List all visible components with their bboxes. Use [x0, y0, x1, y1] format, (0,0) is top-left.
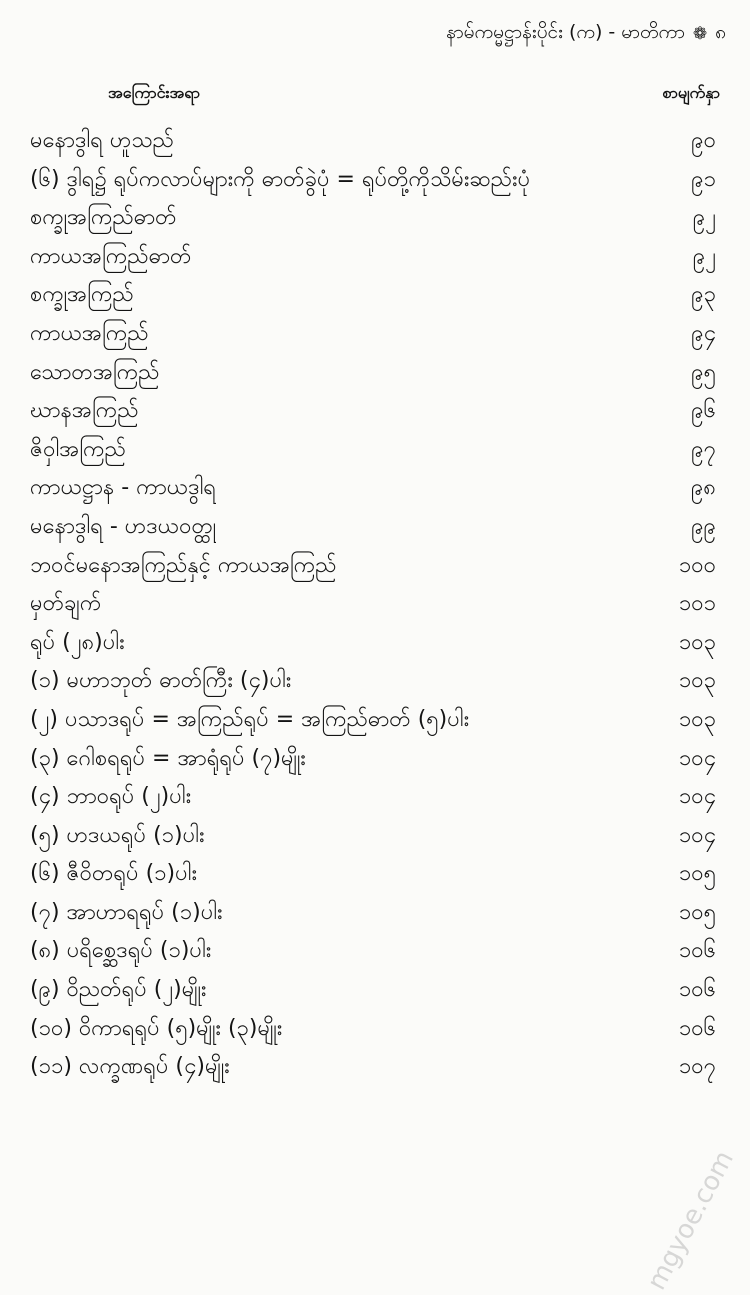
toc-entry-title: ဃာနအကြည် [30, 398, 139, 424]
toc-entry [0, 354, 750, 393]
toc-entry-title: (၁၀) ဝိကာရရုပ် (၅)မျိုး (၃)မျိုး [30, 1015, 283, 1041]
toc-entry-title: စက္ခုအကြည်ဓာတ် [30, 205, 177, 231]
watermark: mgyoe.com [641, 1145, 740, 1295]
toc-entry-title: ကာယအကြည် [30, 320, 149, 346]
flower-ornament-icon: ❁ [692, 23, 708, 44]
toc-entry-title: (၁၁) လက္ခဏရုပ် (၄)မျိုး [30, 1054, 230, 1080]
toc-entry-title: ကာယအကြည်ဓာတ် [30, 243, 192, 269]
toc-entry-title: (၄) ဘာဝရုပ် (၂)ပါး [30, 784, 192, 810]
toc-entry-page: ၁၀၄ [678, 822, 716, 848]
toc-entry-title: ဇိဝှါအကြည် [30, 436, 126, 462]
toc-entry [0, 431, 750, 470]
toc-entry-title: (၃) ဂေါစရရုပ် = အာရုံရုပ် (၇)မျိုး [30, 745, 306, 771]
toc-entry-page: ၉၃ [691, 282, 716, 308]
toc-entry [0, 1048, 750, 1087]
running-title: နာမ်ကမ္မဋ္ဌာန်းပိုင်း (က) - မာတိကာ [445, 21, 685, 43]
toc-entry-title: (၆) ဒွါရ၌ ရုပ်ကလာပ်များကို ဓာတ်ခွဲပုံ = ရုပ်တို့ကိုသိမ်းဆည်းပုံ [30, 166, 531, 192]
toc-entry-page: ၁၀၁ [678, 591, 716, 617]
toc-entry [0, 161, 750, 200]
toc-entry [0, 276, 750, 315]
toc-entry-title: မနောဒွါရ - ဟဒယဝတ္ထု [30, 513, 217, 539]
toc-entry-page: ၁၀၄ [678, 745, 716, 771]
toc-entry-title: ကာယဋ္ဌာန - ကာယဒွါရ [30, 475, 217, 501]
toc-entry-page: ၁၀၆ [678, 1015, 716, 1041]
toc-entry-title: (၆) ဇီဝိတရုပ် (၁)ပါး [30, 861, 198, 887]
toc-entry [0, 585, 750, 624]
toc-entry [0, 817, 750, 856]
column-header-contents: အကြောင်းအရာ [108, 83, 200, 102]
toc-entry [0, 122, 750, 161]
toc-entry [0, 624, 750, 663]
toc-entry-page: ၁၀၇ [678, 1054, 716, 1080]
column-header-page: စာမျက်နှာ [662, 83, 720, 102]
toc-entry [0, 662, 750, 701]
toc-entry-title: စက္ခုအကြည် [30, 282, 134, 308]
toc-entry-page: ၉၆ [691, 398, 716, 424]
toc-entry-page: ၁၀၅ [678, 899, 716, 925]
toc-entry [0, 199, 750, 238]
toc-entry-page: ၁၀၃ [678, 668, 716, 694]
toc-entry-title: (၇) အာဟာရရုပ် (၁)ပါး [30, 899, 223, 925]
toc-entry-title: မှတ်ချက် [30, 591, 102, 617]
toc-entry-title: (၁) မဟာဘုတ် ဓာတ်ကြီး (၄)ပါး [30, 668, 292, 694]
toc-entry-title: မနောဒွါရ ဟူသည် [30, 128, 174, 153]
toc-entry [0, 469, 750, 508]
page-number: ၈ [715, 21, 726, 43]
toc-entry-page: ၉၄ [691, 320, 716, 346]
toc-entry-page: ၁၀၀ [678, 552, 716, 578]
toc-entry-title: ဘဝင်မနောအကြည်နှင့် ကာယအကြည် [30, 552, 337, 578]
toc-entry [0, 855, 750, 894]
toc-entry [0, 778, 750, 817]
running-header [446, 20, 726, 48]
toc-entry-page: ၉၈ [691, 475, 716, 501]
column-headers [0, 82, 750, 110]
toc-entry [0, 701, 750, 740]
toc-entry-page: ၉၅ [691, 359, 716, 385]
toc-entry-page: ၉၁ [691, 166, 716, 192]
toc-entry [0, 932, 750, 971]
toc-entry-page: ၁၀၄ [678, 784, 716, 810]
toc-entry-title: (၈) ပရိစ္ဆေဒရုပ် (၁)ပါး [30, 938, 212, 964]
toc-entry-page: ၉၉ [691, 513, 716, 539]
toc-entry-page: ၁၀၆ [678, 977, 716, 1003]
toc-entry-page: ၉၀ [691, 128, 716, 153]
toc-entry-page: ၉၂ [692, 205, 716, 231]
toc-entry [0, 315, 750, 354]
toc-entry-title: (၅) ဟဒယရုပ် (၁)ပါး [30, 822, 205, 848]
toc-entry [0, 547, 750, 586]
toc-entry-page: ၉၇ [691, 436, 716, 462]
toc-entry [0, 894, 750, 933]
toc-entry [0, 971, 750, 1010]
toc-entry-title: ရုပ် (၂၈)ပါး [30, 629, 125, 655]
toc-entry-page: ၁၀၃ [678, 629, 716, 655]
toc-entry-page: ၁၀၆ [678, 938, 716, 964]
toc-entry-title: (၉) ဝိညတ်ရုပ် (၂)မျိုး [30, 977, 207, 1003]
toc-entry-title: (၂) ပသာဒရုပ် = အကြည်ရုပ် = အကြည်ဓာတ် (၅)ပါး [30, 706, 470, 732]
toc-entry [0, 238, 750, 277]
toc-entry [0, 1010, 750, 1049]
toc-entry [0, 508, 750, 547]
toc-entry-page: ၁၀၅ [678, 861, 716, 887]
toc-entry [0, 392, 750, 431]
toc-entry [0, 740, 750, 779]
toc-entry-page: ၉၂ [692, 243, 716, 269]
table-of-contents [0, 122, 750, 1087]
toc-entry-page: ၁၀၃ [678, 706, 716, 732]
toc-entry-title: သောတအကြည် [30, 359, 160, 385]
